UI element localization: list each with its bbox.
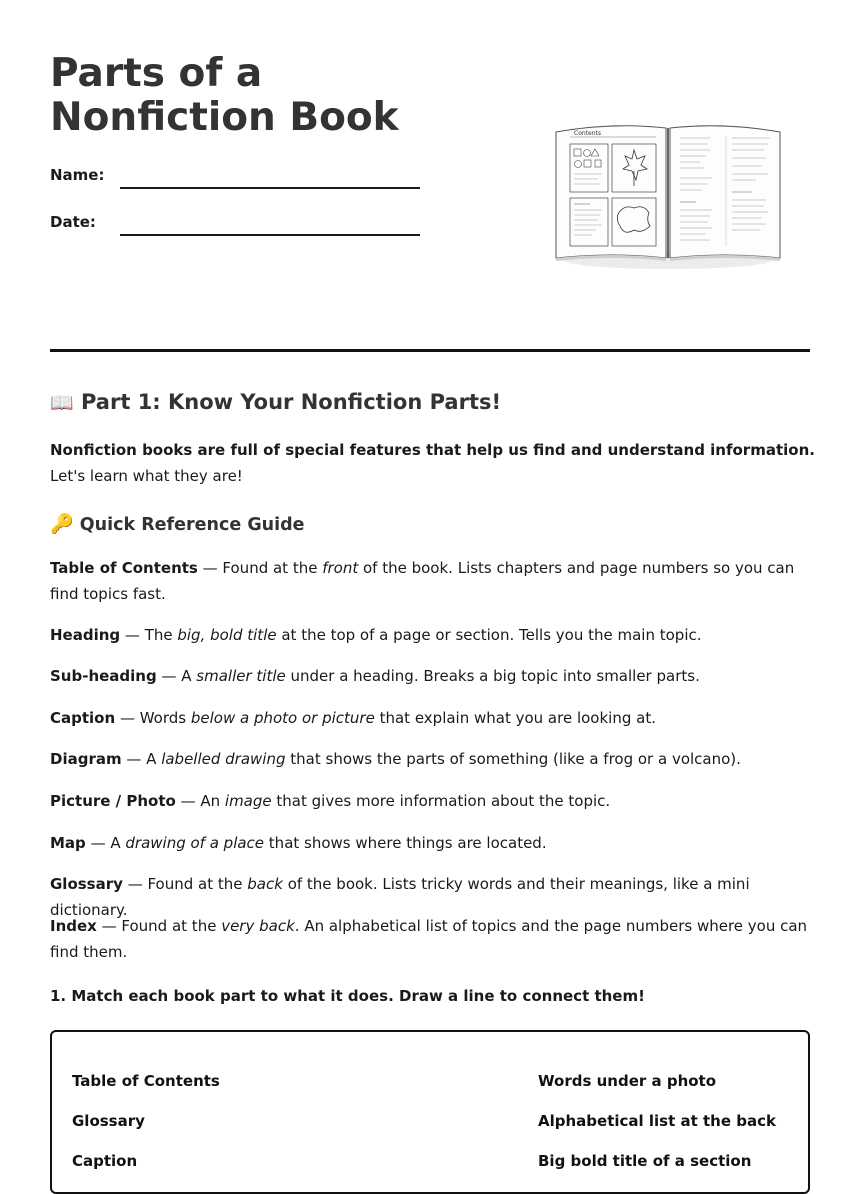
entry-text: — Found at the	[122, 875, 248, 893]
entry-text: — Found at the	[96, 917, 222, 935]
entry-text: that shows where things are located.	[264, 834, 547, 852]
entry-text: under a heading. Breaks a big topic into smaller parts.	[285, 667, 700, 685]
reference-entry-caption	[50, 706, 815, 732]
intro-rest: Let's learn what they are!	[50, 466, 243, 485]
open-book-illustration	[550, 118, 786, 280]
entry-text: that gives more information about the topic.	[271, 792, 611, 810]
reference-entry-picture-photo	[50, 789, 815, 815]
entry-emphasis: image	[224, 792, 272, 810]
entry-term: Caption	[50, 709, 116, 727]
entry-term: Heading	[50, 626, 121, 644]
entry-text: that explain what you are looking at.	[374, 709, 656, 727]
name-label: Name:	[50, 166, 105, 184]
entry-text: that shows the parts of something (like a frog or a volcano).	[285, 750, 741, 768]
reference-entry-table-of-contents	[50, 556, 815, 607]
entry-text: at the top of a page or section. Tells you the main topic.	[276, 626, 702, 644]
entry-text: — Found at the	[197, 559, 323, 577]
entry-text: — A	[85, 834, 126, 852]
match-right-item[interactable]: Alphabetical list at the back	[538, 1112, 776, 1130]
name-field[interactable]	[120, 187, 420, 189]
entry-emphasis: very back	[221, 917, 295, 935]
worksheet-title: Parts of a Nonfiction Book	[50, 51, 399, 140]
entry-term: Glossary	[50, 875, 123, 893]
reference-entry-sub-heading	[50, 664, 815, 690]
entry-term: Map	[50, 834, 86, 852]
reference-entry-map	[50, 831, 815, 857]
match-right-item[interactable]: Words under a photo	[538, 1072, 717, 1090]
quick-reference-heading-text: Quick Reference Guide	[79, 515, 305, 535]
match-left-item[interactable]: Caption	[72, 1152, 138, 1170]
part1-heading	[50, 390, 501, 414]
entry-text: of the book. Lists chapters and page numbers so you can find topics fast.	[50, 559, 795, 603]
matching-activity-box	[50, 1030, 810, 1194]
reference-entry-diagram	[50, 747, 815, 773]
entry-text: . An alphabetical list of topics and the page numbers where you can find them.	[50, 917, 808, 961]
entry-emphasis: below a photo or picture	[190, 709, 375, 727]
entry-term: Table of Contents	[50, 559, 198, 577]
intro-bold: Nonfiction books are full of special features that help us find and understand information.	[50, 441, 815, 459]
entry-emphasis: front	[322, 559, 359, 577]
intro-paragraph	[50, 438, 815, 489]
reference-entry-index	[50, 914, 815, 965]
entry-emphasis: smaller title	[196, 667, 286, 685]
entry-emphasis: back	[247, 875, 283, 893]
entry-text: — An	[175, 792, 225, 810]
open-book-icon: 📖	[50, 392, 74, 414]
entry-term: Index	[50, 917, 97, 935]
match-left-item[interactable]: Glossary	[72, 1112, 145, 1130]
entry-emphasis: labelled drawing	[161, 750, 286, 768]
entry-text: — A	[121, 750, 162, 768]
entry-text: — The	[120, 626, 178, 644]
part1-heading-text: Part 1: Know Your Nonfiction Parts!	[80, 390, 502, 414]
section-divider	[50, 349, 810, 352]
key-icon: 🔑	[50, 513, 74, 535]
match-left-item[interactable]: Table of Contents	[72, 1072, 220, 1090]
entry-term: Sub-heading	[50, 667, 157, 685]
entry-text: — A	[156, 667, 197, 685]
question-1-prompt: 1. Match each book part to what it does. Draw a line to connect them!	[50, 987, 645, 1005]
entry-text: — Words	[115, 709, 191, 727]
entry-emphasis: big, bold title	[177, 626, 277, 644]
quick-reference-heading	[50, 512, 305, 535]
date-label: Date:	[50, 213, 96, 231]
date-field[interactable]	[120, 234, 420, 236]
match-right-item[interactable]: Big bold title of a section	[538, 1152, 752, 1170]
entry-text: of the book. Lists tricky words and their meanings, like a mini dictionary.	[50, 875, 750, 919]
entry-term: Picture / Photo	[50, 792, 176, 810]
entry-term: Diagram	[50, 750, 122, 768]
reference-entry-heading	[50, 623, 815, 649]
illustration-contents-header: Contents	[574, 130, 601, 137]
entry-emphasis: drawing of a place	[125, 834, 265, 852]
